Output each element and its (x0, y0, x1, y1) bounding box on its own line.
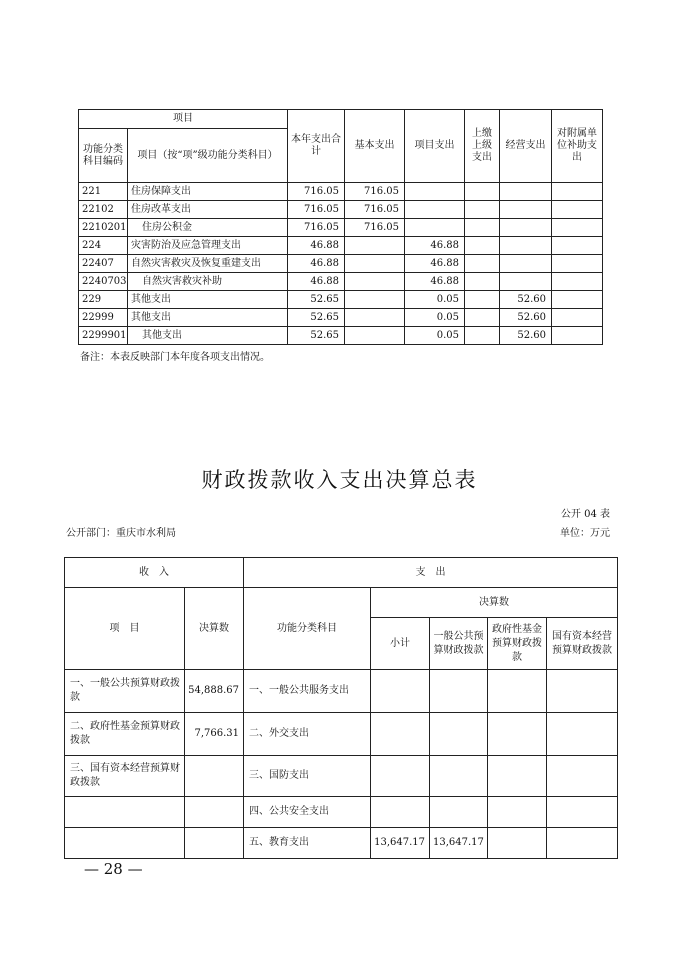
table-row (79, 183, 603, 201)
row-business (500, 201, 552, 219)
row-code: 22407 (79, 255, 128, 273)
row-func: 一、一般公共服务支出 (244, 670, 371, 713)
expenditure-table (78, 109, 603, 345)
row-subsidy (552, 255, 603, 273)
row-project: 0.05 (405, 309, 465, 327)
row-total: 46.88 (288, 255, 345, 273)
row-project (405, 183, 465, 201)
row-subsidy (552, 327, 603, 345)
table-row (65, 828, 618, 859)
row-subsidy (552, 309, 603, 327)
row-general (430, 713, 488, 756)
row-fund (488, 670, 547, 713)
header-project: 项目支出 (405, 110, 465, 183)
table-note: 备注：本表反映部门本年度各项支出情况。 (80, 352, 270, 363)
row-state (547, 756, 618, 797)
row-code: 22102 (79, 201, 128, 219)
row-state (547, 828, 618, 859)
row-income-amount (185, 828, 244, 859)
header-subsidy: 对附属单位补助支出 (552, 110, 603, 183)
table-row (65, 797, 618, 828)
form-number: 公开 04 表 (560, 509, 610, 520)
table-row (79, 255, 603, 273)
header-business: 经营支出 (500, 110, 552, 183)
row-general: 13,647.17 (430, 828, 488, 859)
row-subsidy (552, 237, 603, 255)
row-total: 52.65 (288, 291, 345, 309)
row-business (500, 255, 552, 273)
table-row (79, 327, 603, 345)
header-upper: 上缴上级支出 (465, 110, 500, 183)
row-fund (488, 797, 547, 828)
row-general (430, 670, 488, 713)
row-income-amount: 7,766.31 (185, 713, 244, 756)
table-row (79, 273, 603, 291)
row-project: 0.05 (405, 327, 465, 345)
row-basic (345, 291, 405, 309)
header-expense: 支 出 (244, 558, 618, 588)
row-business: 52.60 (500, 327, 552, 345)
row-income-item (65, 828, 185, 859)
row-total: 716.05 (288, 201, 345, 219)
row-general (430, 756, 488, 797)
row-state (547, 670, 618, 713)
row-project: 46.88 (405, 255, 465, 273)
header-func: 功能分类科目 (244, 588, 371, 670)
page-title: 财政拨款收入支出决算总表 (201, 468, 478, 492)
row-basic (345, 327, 405, 345)
header-fund: 政府性基金预算财政拨款 (488, 618, 547, 670)
header-subtotal: 小计 (371, 618, 430, 670)
row-func: 三、国防支出 (244, 756, 371, 797)
table-row (79, 201, 603, 219)
unit-label: 单位：万元 (560, 528, 610, 539)
row-subtotal: 13,647.17 (371, 828, 430, 859)
row-business: 52.60 (500, 291, 552, 309)
row-project: 46.88 (405, 237, 465, 255)
row-income-amount (185, 756, 244, 797)
row-business (500, 183, 552, 201)
header-code: 功能分类科目编码 (79, 129, 128, 183)
header-final: 决算数 (371, 588, 618, 618)
header-state: 国有资本经营预算财政拨款 (547, 618, 618, 670)
row-income-amount (185, 797, 244, 828)
summary-table (64, 557, 618, 859)
row-subsidy (552, 201, 603, 219)
row-upper (465, 291, 500, 309)
row-basic: 716.05 (345, 201, 405, 219)
header-general: 一般公共预算财政拨款 (430, 618, 488, 670)
row-income-item: 二、政府性基金预算财政拨款 (65, 713, 185, 756)
row-name: 住房公积金 (128, 219, 288, 237)
row-subsidy (552, 291, 603, 309)
row-subsidy (552, 219, 603, 237)
row-income-item: 一、一般公共预算财政拨款 (65, 670, 185, 713)
row-basic (345, 255, 405, 273)
row-code: 2210201 (79, 219, 128, 237)
row-business (500, 219, 552, 237)
row-business (500, 237, 552, 255)
row-upper (465, 237, 500, 255)
row-name: 其他支出 (128, 309, 288, 327)
row-subtotal (371, 713, 430, 756)
header-amount: 决算数 (185, 588, 244, 670)
row-total: 716.05 (288, 219, 345, 237)
row-basic (345, 237, 405, 255)
row-name: 自然灾害救灾补助 (128, 273, 288, 291)
header-basic: 基本支出 (345, 110, 405, 183)
row-total: 716.05 (288, 183, 345, 201)
header-name: 项目（按“项”级功能分类科目） (128, 129, 288, 183)
row-func: 五、教育支出 (244, 828, 371, 859)
row-code: 229 (79, 291, 128, 309)
table-row (65, 713, 618, 756)
row-upper (465, 183, 500, 201)
row-fund (488, 713, 547, 756)
row-upper (465, 255, 500, 273)
table-row (79, 219, 603, 237)
row-code: 22999 (79, 309, 128, 327)
row-code: 2240703 (79, 273, 128, 291)
row-project: 0.05 (405, 291, 465, 309)
row-upper (465, 201, 500, 219)
table-row (79, 291, 603, 309)
row-income-amount: 54,888.67 (185, 670, 244, 713)
row-basic: 716.05 (345, 219, 405, 237)
row-project (405, 201, 465, 219)
header-total: 本年支出合计 (288, 110, 345, 183)
row-code: 2299901 (79, 327, 128, 345)
row-upper (465, 327, 500, 345)
row-code: 221 (79, 183, 128, 201)
row-upper (465, 273, 500, 291)
row-subtotal (371, 797, 430, 828)
header-income: 收 入 (65, 558, 244, 588)
row-upper (465, 219, 500, 237)
row-state (547, 713, 618, 756)
row-basic (345, 309, 405, 327)
row-name: 灾害防治及应急管理支出 (128, 237, 288, 255)
row-name: 自然灾害救灾及恢复重建支出 (128, 255, 288, 273)
header-item: 项 目 (65, 588, 185, 670)
row-basic (345, 273, 405, 291)
row-project (405, 219, 465, 237)
row-total: 52.65 (288, 327, 345, 345)
department: 公开部门：重庆市水利局 (66, 528, 176, 539)
row-basic: 716.05 (345, 183, 405, 201)
row-total: 46.88 (288, 237, 345, 255)
row-name: 其他支出 (128, 327, 288, 345)
row-state (547, 797, 618, 828)
row-name: 住房改革支出 (128, 201, 288, 219)
row-subtotal (371, 756, 430, 797)
row-name: 其他支出 (128, 291, 288, 309)
row-income-item: 三、国有资本经营预算财政拨款 (65, 756, 185, 797)
row-total: 52.65 (288, 309, 345, 327)
row-fund (488, 756, 547, 797)
row-income-item (65, 797, 185, 828)
row-upper (465, 309, 500, 327)
row-func: 四、公共安全支出 (244, 797, 371, 828)
row-subsidy (552, 273, 603, 291)
row-subtotal (371, 670, 430, 713)
row-name: 住房保障支出 (128, 183, 288, 201)
row-fund (488, 828, 547, 859)
table-row (65, 756, 618, 797)
row-subsidy (552, 183, 603, 201)
row-total: 46.88 (288, 273, 345, 291)
header-item: 项目 (79, 110, 288, 129)
page-number: — 28 — (84, 860, 143, 878)
row-code: 224 (79, 237, 128, 255)
row-project: 46.88 (405, 273, 465, 291)
table-row (79, 309, 603, 327)
table-row (79, 237, 603, 255)
row-business (500, 273, 552, 291)
row-func: 二、外交支出 (244, 713, 371, 756)
row-business: 52.60 (500, 309, 552, 327)
table-row (65, 670, 618, 713)
row-general (430, 797, 488, 828)
